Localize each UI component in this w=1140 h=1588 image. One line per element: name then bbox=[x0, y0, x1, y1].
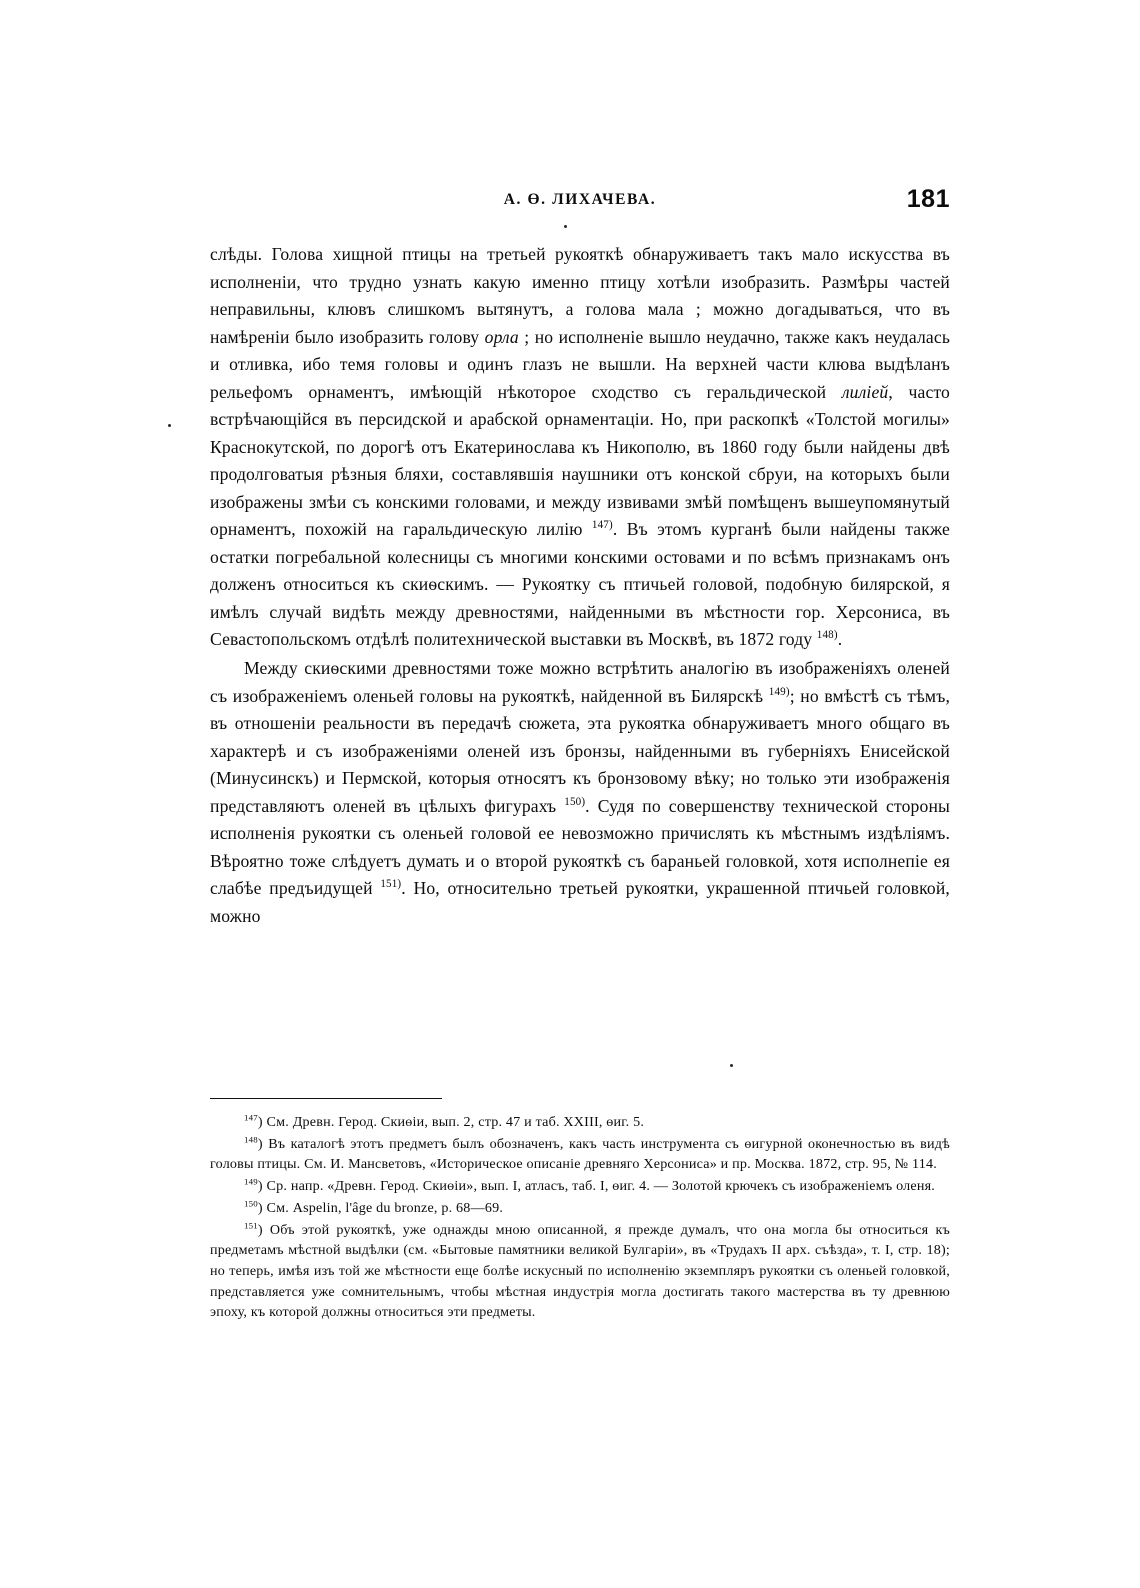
body-text bbox=[210, 241, 950, 930]
footnotes-block bbox=[210, 1098, 950, 1324]
paragraph: слѣды. Голова хищной птицы на третьей рукояткѣ обнаруживаетъ такъ мало искусства въ исполненіи, что трудно узнать какую именно птицу хотѣли изобразить. Размѣры частей неправильны, клювъ слишкомъ вытянутъ, а голова мала ; можно догадываться, что въ намѣреніи было изобразить голову орла ; но исполненіе вышло неудачно, также какъ неудалась и отливка, ибо темя головы и одинъ глазъ не вышли. На верхней части клюва выдѣланъ рельефомъ орнаментъ, имѣющій нѣкоторое сходство съ геральдической лиліей, часто встрѣчающійся въ персидской и арабской орнаментаціи. Но, при раскопкѣ «Толстой могилы» Краснокутской, по дорогѣ отъ Екатеринослава къ Никополю, въ 1860 году были найдены двѣ продолговатыя рѣзныя бляхи, составлявшія наушники отъ конской сбруи, на которыхъ были изображены змѣи съ конскими головами, и между извивами змѣй помѣщенъ вышеупомянутый орнаментъ, похожій на гаральдическую лилію $^{147)}$. Въ этомъ курганѣ были найдены также остатки погребальной колесницы съ многими конскими остовами и по всѣмъ признакамъ онъ долженъ относиться къ скиѳскимъ. — Рукоятку съ птичьей головой, подобную билярской, я имѣлъ случай видѣть между древностями, найденными въ мѣстности гор. Херсониса, въ Севастопольскомъ отдѣлѣ политехнической выставки въ Москвѣ, въ 1872 году $^{148)}$. bbox=[210, 244, 950, 650]
paragraph: Между скиѳскими древностями тоже можно встрѣтить аналогію въ изображеніяхъ оленей съ изображеніемъ оленьей головы на рукояткѣ, найденной въ Билярскѣ $^{149)}$; но вмѣстѣ съ тѣмъ, въ отношеніи реальности въ передачѣ сюжета, эта рукоятка обнаруживаетъ много общаго въ характерѣ и съ изображеніями оленей изъ бронзы, найденными въ губерніяхъ Енисейской (Минусинскъ) и Пермской, которыя относятъ къ бронзовому вѣку; но только эти изображенія представляютъ оленей въ цѣлыхъ фигурахъ $^{150)}$. Судя по совершенству технической стороны исполненія рукоятки съ оленьей головой ее невозможно причислять къ мѣстнымъ издѣліямъ. Вѣроятно тоже слѣдуетъ думать и о второй рукояткѣ съ бараньей головкой, хотя исполнепіе ея слабѣе предъидущей $^{151)}$. Но, относительно третьей рукоятки, украшенной птичьей головкой, можно bbox=[210, 657, 950, 926]
footnote-separator-rule bbox=[210, 1098, 442, 1099]
page-content bbox=[210, 185, 950, 930]
ink-speck bbox=[730, 1064, 733, 1067]
running-head: А. Ө. ЛИХАЧЕВА. bbox=[503, 191, 657, 208]
ink-speck bbox=[168, 424, 171, 427]
footnote: $^{147}$) См. Древн. Герод. Скиѳіи, вып. 2, стр. 47 и таб. XXIII, ѳиг. 5. bbox=[244, 1112, 645, 1130]
footnote: $^{148}$) Въ каталогѣ этотъ предметъ былъ обозначенъ, какъ часть инструмента съ ѳигурной оконечностью въ видѣ головы птицы. См. И. Мансветовъ, «Историческое описаніе древняго Херсониса» и пр. Москва. 1872, стр. 95, № 114. bbox=[210, 1134, 950, 1173]
footnote: $^{150}$) См. Aspelin, l'âge du bronze, p. 68—69. bbox=[244, 1198, 504, 1216]
footnote: $^{149}$) Ср. напр. «Древн. Герод. Скиѳіи», вып. I, атласъ, таб. I, ѳиг. 4. — Золотой крючекъ съ изображеніемъ оленя. bbox=[244, 1176, 935, 1195]
page-header bbox=[210, 185, 950, 219]
page-number: 181 bbox=[906, 185, 950, 213]
footnote: $^{151}$) Объ этой рукояткѣ, уже однажды мною описанной, я прежде думалъ, что она могла бы относиться къ предметамъ мѣстной выдѣлки (см. «Бытовые памятники великой Булгаріи», въ «Трудахъ II арх. съѣзда», т. I, стр. 18); но теперь, имѣя изъ той же мѣстности еще болѣе искусный по исполненію экземпляръ рукоятки съ оленьей головкой, представляется уже сомнительнымъ, чтобы мѣстная индустрія могла достигать такого мастерства въ ту древнюю эпоху, къ которой должны относиться эти предметы. bbox=[210, 1219, 950, 1321]
